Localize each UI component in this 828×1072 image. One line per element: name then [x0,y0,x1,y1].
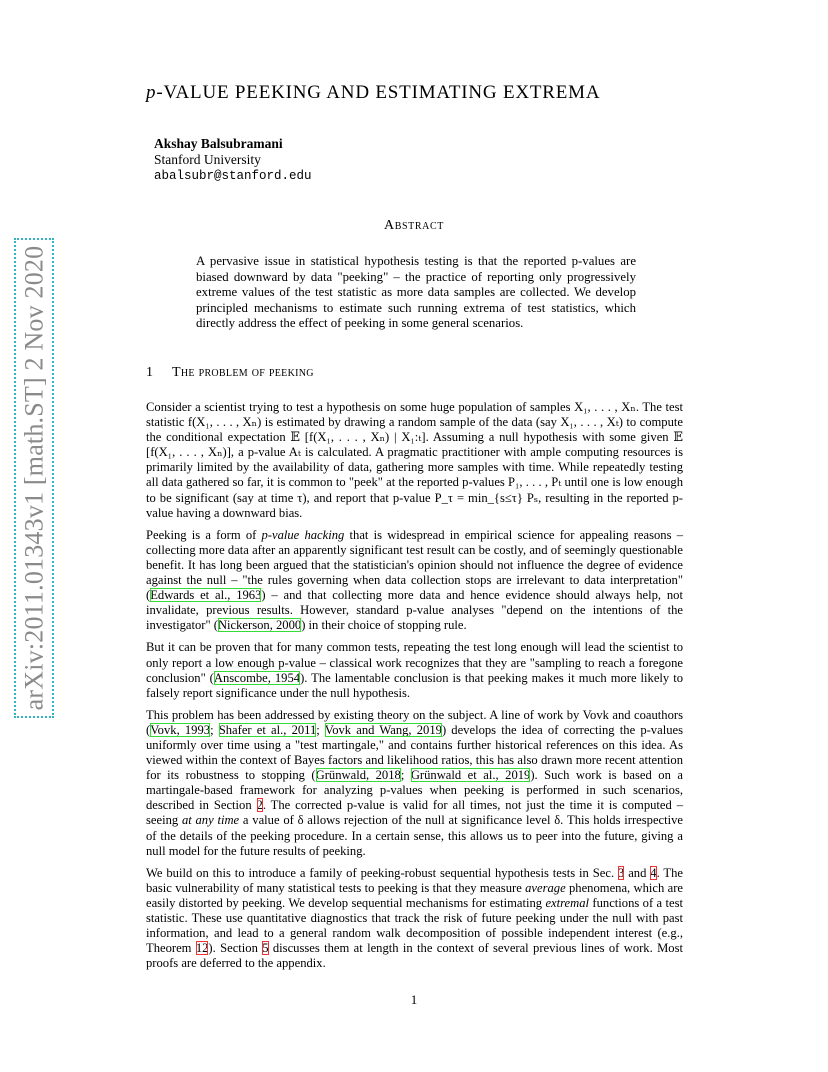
text-run: ) develops the idea of correcting the p-values uniformly over time using a "test martingale," and contains further historical references on this idea. As viewed within the context of Bayes factors and likelihood ratios, this has also drawn more recent attention for its robustness to stopping ( [146,722,683,783]
text-run: But it can be proven that for many common tests, repeating the test long enough will lead the scientist to only report a low enough p-value – classical work recognizes that they are "sampling to reach a foregone conclusion" ( [146,640,683,685]
section-heading [146,365,314,381]
text-run: functions of a test statistic. These use quantitative diagnostics that track the risk of future peeking under the null with past information, and lead to a general random walk decomposition of possible independent interest (e.g., Theorem [146,895,683,956]
text-run: . The corrected p-value is valid for all times, not just the time it is computed – seeing [146,798,683,828]
citation-link[interactable]: Grünwald, 2018 [315,768,401,783]
text-run: ). The lamentable conclusion is that peeking makes it much more likely to falsely report significance under the null hypothesis. [146,670,684,700]
citation-link[interactable]: Anscombe, 1954 [213,670,301,685]
paragraph-4 [146,708,683,859]
paper-title [146,82,746,104]
section-ref-link[interactable]: 5 [262,941,269,956]
citation-link[interactable]: Vovk and Wang, 2019 [324,722,442,737]
abstract-text: A pervasive issue in statistical hypothesis testing is that the reported p-values are biased downward by data "peeking" – the practice of reporting only progressively extreme values of the test statistic as more data samples are collected. We develop principled mechanisms to estimate such running extrema of test statistics, which directly address the effect of peeking in some general scenarios. [196,254,636,330]
section-ref-link[interactable]: 4 [650,865,657,880]
author-email: abalsubr@stanford.edu [154,169,312,183]
citation-link[interactable]: Edwards et al., 1963 [150,588,262,603]
section-ref-link[interactable]: 3 [618,865,625,880]
text-run: ). Such work is based on a martingale-based framework for analyzing p-values when peeking is performed in such scenarios, described in Section [146,768,683,813]
text-run: ) – and that collecting more data and hence evidence should always help, not invalidate, previous results. However, standard p-value analyses "depend on the intentions of the investigator" ( [146,588,683,633]
abstract-heading: Abstract [384,218,444,233]
text-run: discusses them at length in the context of several previous lines of work. Most proofs are deferred to the appendix. [146,941,683,971]
text-run: This problem has been addressed by existing theory on the subject. A line of work by Vovk and coauthors ( [146,707,683,737]
section-ref-link[interactable]: 2 [256,798,263,813]
arxiv-identifier-stamp[interactable] [14,238,54,718]
body-text [146,400,683,978]
paragraph-2 [146,528,683,634]
text-run: ) in their choice of stopping rule. [301,618,467,633]
section-title: The problem of peeking [172,365,314,380]
emphasis: at any time [181,813,240,828]
text-run: a value of δ allows rejection of the null at significance level δ. This holds irrespective of the details of the peeking procedure. In a certain sense, this allows us to peer into the future, giving a null model for the future results of peeking. [146,813,684,858]
text-run: ; [400,768,411,783]
text-run: and [624,865,651,880]
text-run: We build on this to introduce a family of peeking-robust sequential hypothesis tests in Sec. [146,865,618,880]
text-run: ). Section [208,941,263,956]
author-affiliation: Stanford University [154,152,261,167]
emphasis: p-value hacking [261,527,345,542]
author-block [154,136,312,184]
page-number: 1 [410,992,418,1007]
text-run: that is widespread in empirical science for appealing reasons – collecting more data after an apparently significant test result can be costly, and of seemingly questionable benefit. It has long been argued that the statistician's opinion should not influence the degree of evidence against the null – "the rules governing when data collection stops are irrelevant to data interpretation" ( [146,527,683,603]
section-number: 1 [146,365,154,380]
text-run: Peeking is a form of [146,527,262,542]
text-run: ; [210,722,219,737]
emphasis: average [525,880,566,895]
arxiv-identifier-text[interactable]: arXiv:2011.01343v1 [math.ST] 2 Nov 2020 [19,245,48,711]
text-run: ; [316,722,325,737]
citation-link[interactable]: Vovk, 1993 [150,722,211,737]
title-p-symbol: p [146,82,157,103]
title-text: -VALUE PEEKING AND ESTIMATING EXTREMA [156,82,601,103]
paragraph-5 [146,866,683,972]
citation-link[interactable]: Shafer et al., 2011 [218,722,317,737]
paragraph-3 [146,640,683,700]
citation-link[interactable]: Grünwald et al., 2019 [410,768,531,783]
text-run: . The basic vulnerability of many statistical tests to peeking is that they measure [146,865,683,895]
paragraph-1: Consider a scientist trying to test a hypothesis on some huge population of samples X₁, . . . , Xₙ. The test statistic f(X₁, . . . , Xₙ) is estimated by drawing a random sample of the data (say X₁, . . . , Xₜ) to compute the conditional expectation 𝔼 [f(X₁, . . . , Xₙ) | X₁:ₜ]. Assuming a null hypothesis with some given 𝔼 [f(X₁, . . . , Xₙ)], a p-value Aₜ is calculated. A pragmatic practitioner with ample computing resources is primarily limited by the availability of data, gathering more samples with time. While repeatedly testing all data gathered so far, it is common to "peek" at the reported p-values P₁, . . . , Pₜ until one is low enough to be significant (say at time τ), and report that p-value P_τ = min_{s≤τ} Pₛ, resulting in the reported p-value having a downward bias. [146,400,683,520]
emphasis: extremal [545,895,590,910]
theorem-ref-link[interactable]: 12 [195,941,209,956]
author-name: Akshay Balsubramani [154,136,283,151]
text-run: phenomena, which are easily distorted by peeking. We develop sequential mechanisms for estimating [146,880,683,910]
citation-link[interactable]: Nickerson, 2000 [217,618,302,633]
